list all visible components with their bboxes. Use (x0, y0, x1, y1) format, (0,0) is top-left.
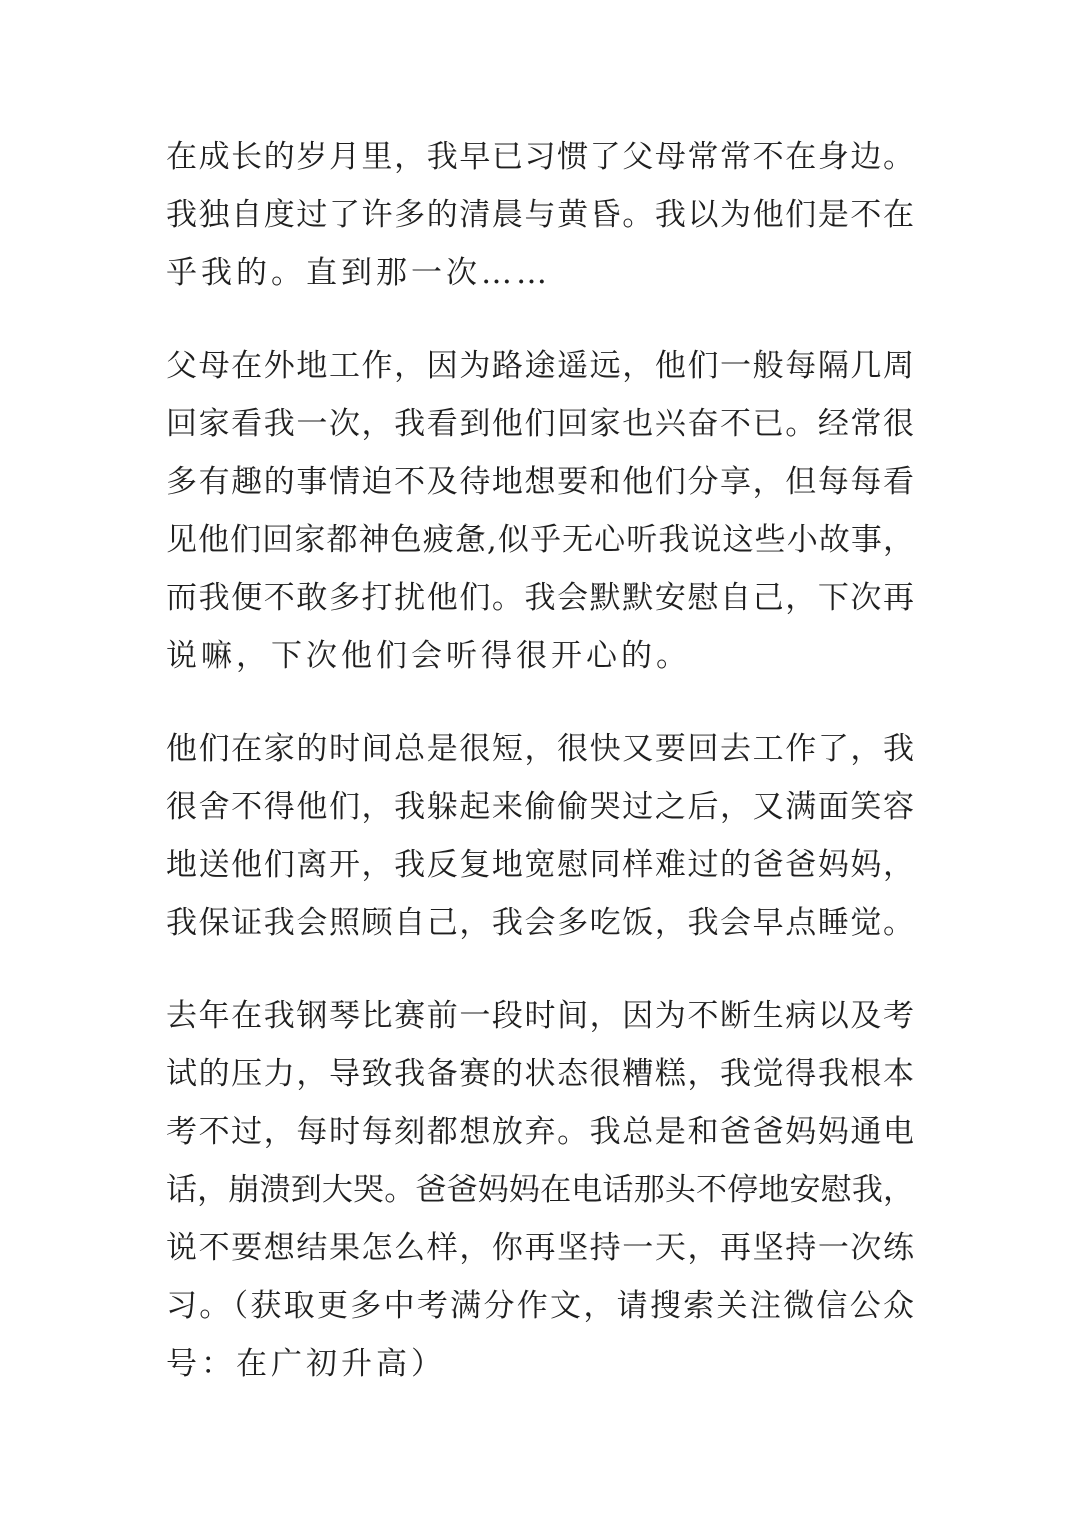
paragraph-1 (166, 128, 914, 302)
text-line: 我独自度过了许多的清晨与黄昏。我以为他们是不在 (166, 197, 914, 233)
text-line: 很舍不得他们，我躲起来偷偷哭过之后，又满面笑容 (166, 789, 914, 825)
paragraph-4 (166, 987, 914, 1393)
paragraph-gap (166, 685, 914, 720)
text-line: 在成长的岁月里，我早已习惯了父母常常不在身边。 (166, 139, 914, 175)
text-line: 说不要想结果怎么样，你再坚持一天，再坚持一次练 (166, 1230, 914, 1266)
text-line: 习。（获取更多中考满分作文，请搜索关注微信公众 (166, 1288, 914, 1324)
paragraph-2 (166, 337, 914, 685)
text-line: 考不过，每时每刻都想放弃。我总是和爸爸妈妈通电 (166, 1114, 914, 1150)
text-line: 试的压力，导致我备赛的状态很糟糕，我觉得我根本 (166, 1056, 914, 1092)
paragraph-3 (166, 720, 914, 952)
text-line: 乎我的。直到那一次…… (166, 255, 551, 291)
paragraph-gap (166, 952, 914, 987)
text-line: 回家看我一次，我看到他们回家也兴奋不已。经常很 (166, 406, 914, 442)
document-body (166, 128, 914, 1393)
text-line: 话，崩溃到大哭。爸爸妈妈在电话那头不停地安慰我， (166, 1172, 914, 1208)
text-line: 我保证我会照顾自己，我会多吃饭，我会早点睡觉。 (166, 905, 914, 941)
text-line: 多有趣的事情迫不及待地想要和他们分享，但每每看 (166, 464, 914, 500)
paragraph-gap (166, 302, 914, 337)
text-line: 地送他们离开，我反复地宽慰同样难过的爸爸妈妈， (166, 847, 914, 883)
text-line: 父母在外地工作，因为路途遥远，他们一般每隔几周 (166, 348, 914, 384)
text-line: 而我便不敢多打扰他们。我会默默安慰自己，下次再 (166, 580, 914, 616)
text-line: 去年在我钢琴比赛前一段时间，因为不断生病以及考 (166, 998, 914, 1034)
text-line: 号：在广初升高） (166, 1346, 446, 1382)
text-line: 说嘛，下次他们会听得很开心的。 (166, 638, 691, 674)
text-line: 他们在家的时间总是很短，很快又要回去工作了，我 (166, 731, 914, 767)
text-line: 见他们回家都神色疲惫,似乎无心听我说这些小故事， (166, 522, 914, 558)
